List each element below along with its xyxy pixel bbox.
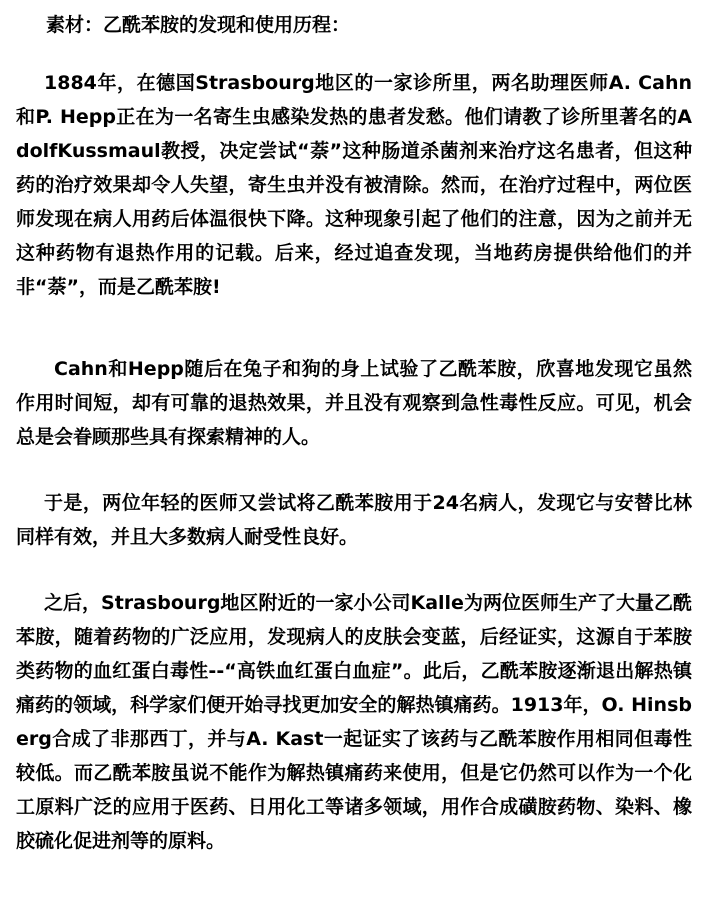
paragraph-patient-trials: 于是，两位年轻的医师又尝试将乙酰苯胺用于24名病人，发现它与安替比林同样有效，并且大多数病人耐受性良好。 xyxy=(16,492,692,548)
paragraph-animal-trials: Cahn和Hepp随后在兔子和狗的身上试验了乙酰苯胺，欣喜地发现它虽然作用时间短，却有可靠的退热效果，并且没有观察到急性毒性反应。可见，机会总是会眷顾那些具有探索精神的人。 xyxy=(16,358,692,448)
paragraph-discovery: 1884年，在德国Strasbourg地区的一家诊所里，两名助理医师A. Cahn和P. Hepp正在为一名寄生虫感染发热的患者发愁。他们请教了诊所里著名的AdolfKussmaul教授，决定尝试“萘”这种肠道杀菌剂来治疗这名患者，但这种药的治疗效果却令人失望，寄生虫并没有被清除。然而，在治疗过程中，两位医师发现在病人用药后体温很快下降。这种现象引起了他们的注意，因为之前并无这种药物有退热作用的记载。后来，经过追查发现，当地药房提供给他们的并非“萘”，而是乙酰苯胺! xyxy=(16,72,692,298)
paragraph-later-history: 之后，Strasbourg地区附近的一家小公司Kalle为两位医师生产了大量乙酰苯胺，随着药物的广泛应用，发现病人的皮肤会变蓝，后经证实，这源自于苯胺类药物的血红蛋白毒性--“高铁血红蛋白血症”。此后，乙酰苯胺逐渐退出解热镇痛药的领域，科学家们便开始寻找更加安全的解热镇痛药。1913年，O. Hinsberg合成了非那西丁，并与A. Kast一起证实了该药与乙酰苯胺作用相同但毒性较低。而乙酰苯胺虽说不能作为解热镇痛药来使用，但是它仍然可以作为一个化工原料广泛的应用于医药、日用化工等诸多领域，用作合成磺胺药物、染料、橡胶硫化促进剂等的原料。 xyxy=(16,592,692,852)
document-title: 素材：乙酰苯胺的发现和使用历程： xyxy=(46,14,351,36)
